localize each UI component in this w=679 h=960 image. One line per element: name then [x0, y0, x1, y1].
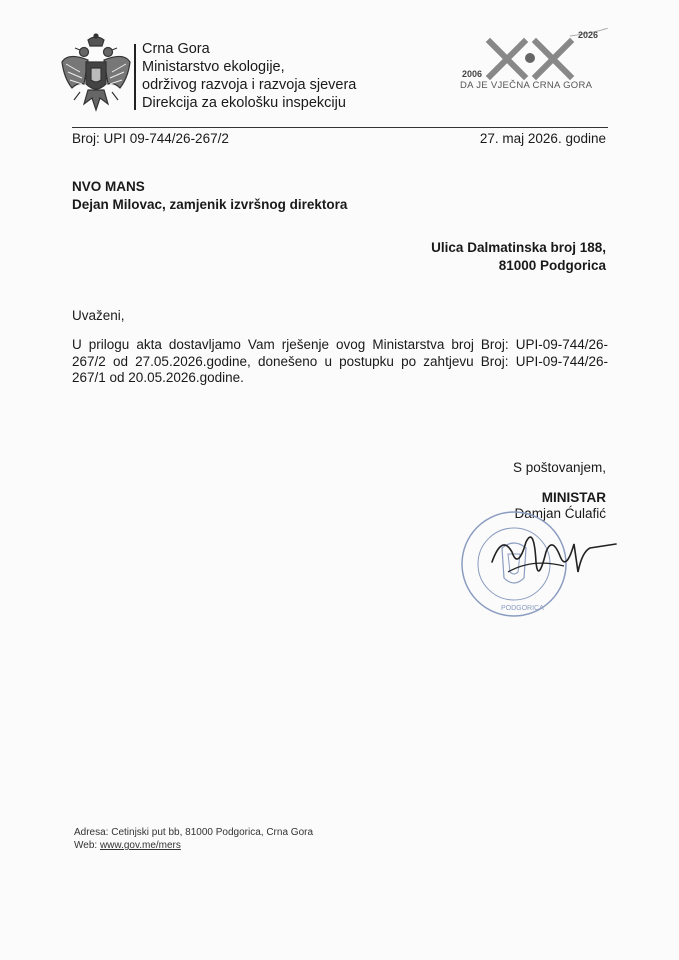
header-rule [72, 127, 608, 128]
signer-name: Damjan Ćulafić [514, 506, 606, 521]
footer-web-label: Web: [74, 840, 100, 851]
jubilee-year-end: 2026 [578, 30, 599, 40]
footer-web [74, 839, 313, 852]
recipient-person: Dejan Milovac, zamjenik izvršnog direktora [72, 197, 348, 212]
closing: S poštovanjem, [512, 460, 606, 475]
recipient-block [72, 178, 347, 214]
greeting: Uvaženi, [72, 308, 125, 323]
jubilee-motto: DA JE VJEČNA CRNA GORA [460, 80, 593, 91]
jubilee-year-start: 2006 [462, 69, 483, 79]
header-line-country: Crna Gora [142, 41, 210, 57]
coat-of-arms-icon [58, 32, 134, 116]
recipient-address [431, 239, 606, 275]
institution-header [134, 40, 356, 112]
header-line-ministry-cont: održivog razvoja i razvoja sjevera [142, 77, 357, 93]
letter-body: U prilogu akta dostavljamo Vam rješenje ovog Ministarstva broj Broj: UPI-09-744/26-267/2 od 27.05.2026.godine, donešeno u postupku po zahtjevu Broj: UPI-09-744/26-267/1 od 20.05.2026.godine. [72, 337, 608, 385]
address-street: Ulica Dalmatinska broj 188, [431, 240, 606, 255]
footer-address: Adresa: Cetinjski put bb, 81000 Podgorica, Crna Gora [74, 827, 314, 838]
reference-number: Broj: UPI 09-744/26-267/2 [72, 131, 229, 146]
signature-icon [482, 522, 617, 592]
letter-date: 27. maj 2026. godine [479, 131, 606, 146]
recipient-org: NVO MANS [72, 179, 145, 194]
svg-text:PODGORICA: PODGORICA [501, 605, 544, 612]
header-line-directorate: Direkcija za ekološku inspekciju [142, 95, 346, 111]
website-link[interactable]: www.gov.me/mers [99, 840, 181, 851]
header-line-ministry: Ministarstvo ekologije, [142, 59, 285, 75]
address-city: 81000 Podgorica [498, 258, 606, 273]
footer [74, 826, 313, 852]
signer-title: MINISTAR [541, 490, 606, 505]
